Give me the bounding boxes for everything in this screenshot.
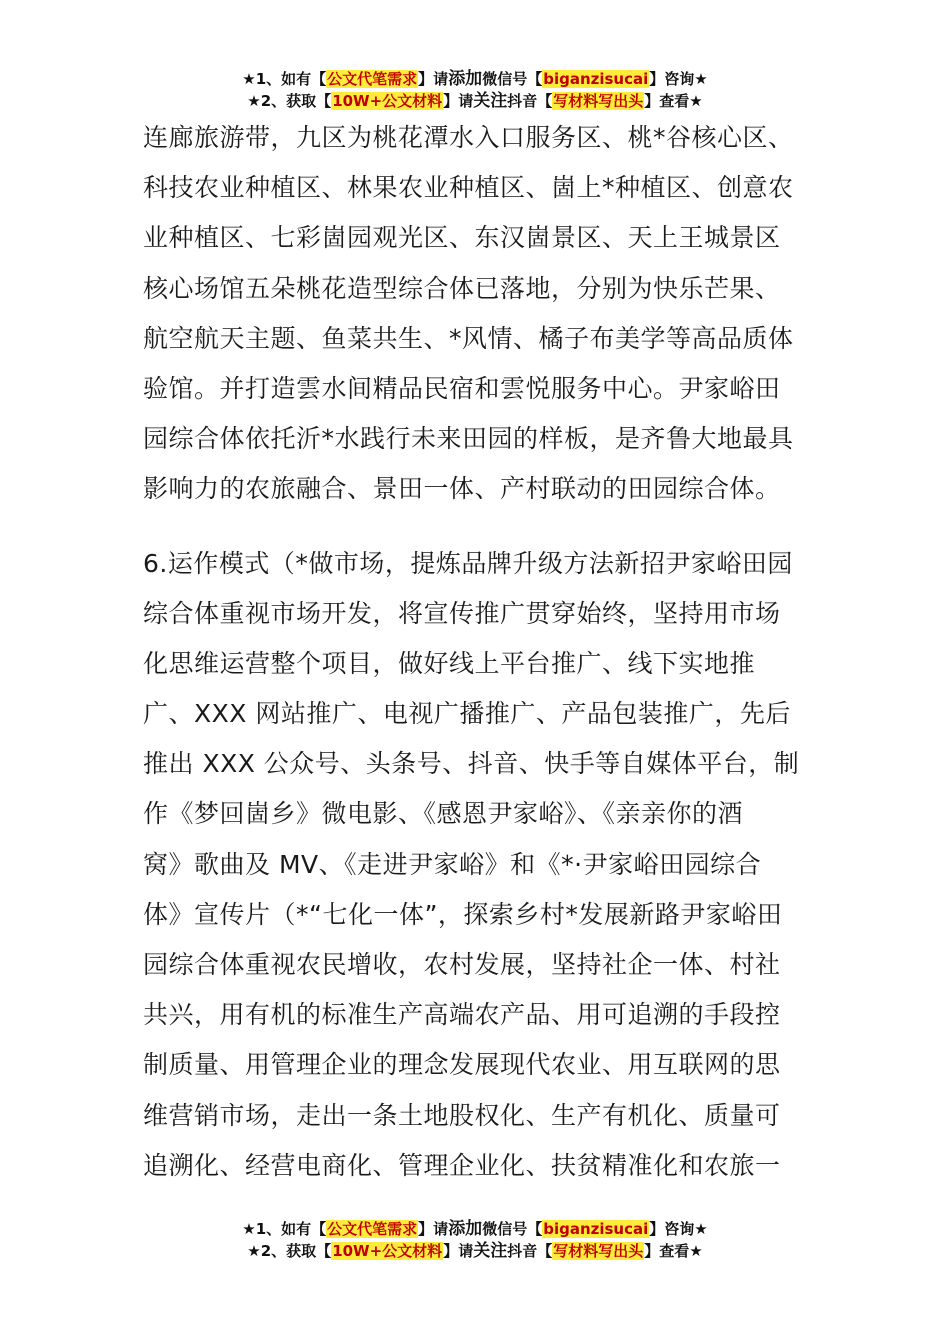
- text-line: 科技农业种植区、林果农业种植区、崮上*种植区、创意农: [143, 173, 794, 203]
- paragraph-1: [143, 113, 813, 515]
- text-line: 化思维运营整个项目，做好线上平台推广、线下实地推: [143, 648, 756, 678]
- text-line: 园综合体重视农民增收，农村发展，坚持社企一体、村社: [143, 950, 781, 979]
- text-line: 制质量、用管理企业的理念发展现代农业、用互联网的思: [143, 1050, 781, 1080]
- header-tag-douyin-id: 写材料写出头: [553, 92, 644, 110]
- text-line: 作《梦回崮乡》微电影、《感恩尹家峪》、《亲亲你的酒: [143, 799, 744, 829]
- text-line: 维营销市场，走出一条土地股权化、生产有机化、质量可: [143, 1100, 781, 1130]
- text-line: 窝》歌曲及 MV、《走进尹家峪》和《*·尹家峪田园综合: [143, 849, 762, 879]
- header-tag-wechat-id: biganzisucai: [543, 70, 649, 88]
- text-line: 连廊旅游带，九区为桃花潭水入口服务区、桃*谷核心区、: [143, 123, 794, 152]
- footer-tag-materials: 10W+公文材料: [332, 1242, 443, 1260]
- document-body: [143, 113, 813, 1191]
- footer-tag-ghostwriting: 公文代笔需求: [327, 1220, 418, 1238]
- footer-tag-douyin-id: 写材料写出头: [553, 1242, 644, 1260]
- text-line: 综合体重视市场开发，将宣传推广贯穿始终，坚持用市场: [143, 598, 781, 628]
- header-banner: [0, 68, 950, 112]
- text-line: 体》宣传片（*“七化一体”，探索乡村*发展新路尹家峪田: [143, 899, 783, 929]
- text-line: 6.运作模式（*做市场，提炼品牌升级方法新招尹家峪田园: [143, 548, 793, 578]
- text-line: 影响力的农旅融合、景田一体、产村联动的田园综合体。: [143, 474, 781, 504]
- text-line: 核心场馆五朵桃花造型综合体已落地，分别为快乐芒果、: [143, 273, 781, 303]
- text-line: 验馆。并打造雲水间精品民宿和雲悦服务中心。尹家峪田: [143, 373, 781, 403]
- footer-row-1: ★1、如有【公文代笔需求】请添加微信号【biganzisucai】咨询★: [242, 1219, 708, 1239]
- footer-row-2: ★2、获取【10W+公文材料】请关注抖音【写材料写出头】查看★: [247, 1241, 703, 1261]
- footer-banner: [0, 1218, 950, 1262]
- text-line: 推出 XXX 公众号、头条号、抖音、快手等自媒体平台，制: [143, 749, 800, 779]
- header-row-2: ★2、获取【10W+公文材料】请关注抖音【写材料写出头】查看★: [247, 91, 703, 111]
- paragraph-2: [143, 539, 813, 1191]
- header-tag-materials: 10W+公文材料: [332, 92, 443, 110]
- text-line: 航空航天主题、鱼菜共生、*风情、橘子布美学等高品质体: [143, 323, 794, 353]
- text-line: 追溯化、经营电商化、管理企业化、扶贫精准化和农旅一: [143, 1150, 781, 1180]
- footer-tag-wechat-id: biganzisucai: [543, 1220, 649, 1238]
- header-tag-ghostwriting: 公文代笔需求: [327, 70, 418, 88]
- text-line: 广、XXX 网站推广、电视广播推广、产品包装推广，先后: [143, 699, 791, 729]
- text-line: 业种植区、七彩崮园观光区、东汉崮景区、天上王城景区: [143, 223, 781, 253]
- text-line: 共兴，用有机的标准生产高端农产品、用可追溯的手段控: [143, 1000, 781, 1030]
- header-row-1: ★1、如有【公文代笔需求】请添加微信号【biganzisucai】咨询★: [242, 69, 708, 89]
- text-line: 园综合体依托沂*水践行未来田园的样板，是齐鲁大地最具: [143, 424, 794, 454]
